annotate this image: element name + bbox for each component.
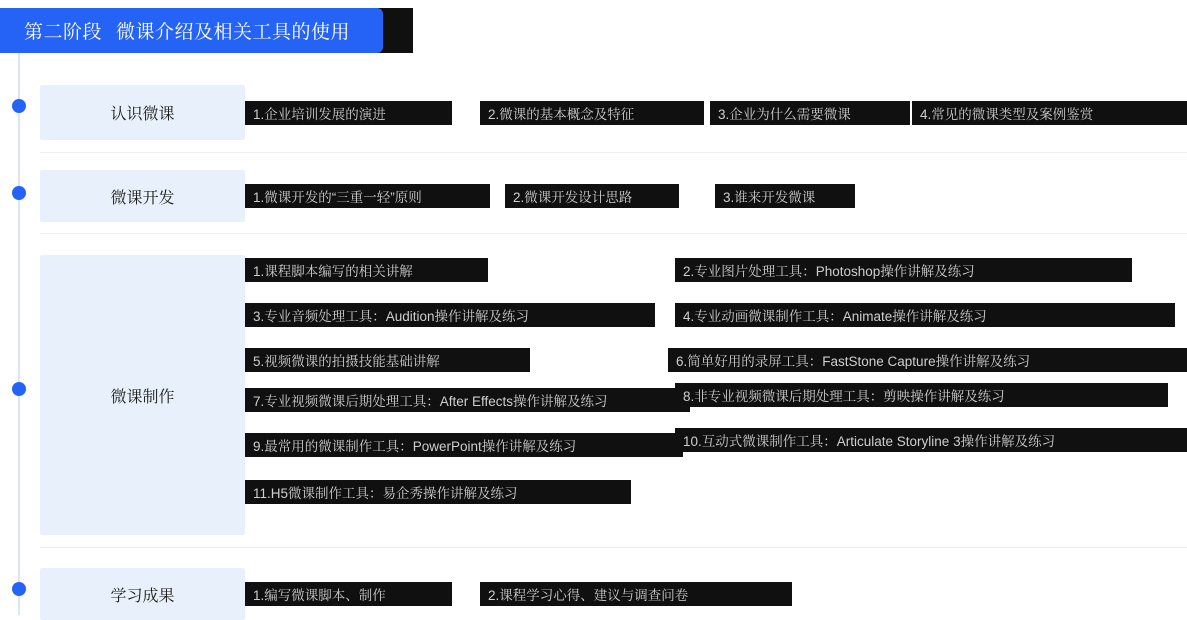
page-title: 微课介绍及相关工具的使用 <box>116 22 351 43</box>
timeline-dot-3 <box>12 382 26 396</box>
topic-chip[interactable]: 1.编写微课脚本、制作 <box>245 582 452 606</box>
row-divider-1 <box>40 152 1187 153</box>
topic-chip[interactable]: 1.课程脚本编写的相关讲解 <box>245 258 488 282</box>
group-label-3: 微课制作 <box>40 255 245 535</box>
group-label-4: 学习成果 <box>40 568 245 620</box>
topic-chip[interactable]: 1.微课开发的“三重一轻”原则 <box>245 184 490 208</box>
timeline-dot-2 <box>12 186 26 200</box>
timeline-dot-4 <box>12 582 26 596</box>
group-row-4 <box>40 568 1187 620</box>
topic-chip[interactable]: 2.课程学习心得、建议与调查问卷 <box>480 582 792 606</box>
topic-chip[interactable]: 1.企业培训发展的演进 <box>245 101 452 125</box>
topic-chip[interactable]: 7.专业视频微课后期处理工具：After Effects操作讲解及练习 <box>245 388 690 412</box>
topic-chip[interactable]: 2.专业图片处理工具：Photoshop操作讲解及练习 <box>675 258 1132 282</box>
topic-chip[interactable]: 8.非专业视频微课后期处理工具：剪映操作讲解及练习 <box>675 383 1168 407</box>
topic-chip[interactable]: 4.常见的微课类型及案例鉴赏 <box>912 101 1187 125</box>
topic-chip[interactable]: 2.微课开发设计思路 <box>505 184 679 208</box>
row-divider-3 <box>40 547 1187 548</box>
group-label-2: 微课开发 <box>40 170 245 222</box>
topic-chip[interactable]: 11.H5微课制作工具：易企秀操作讲解及练习 <box>245 480 631 504</box>
group-label-1: 认识微课 <box>40 85 245 140</box>
group-row-1 <box>40 85 1187 140</box>
topic-chip[interactable]: 3.专业音频处理工具：Audition操作讲解及练习 <box>245 303 655 327</box>
topic-chip[interactable]: 5.视频微课的拍摄技能基础讲解 <box>245 348 530 372</box>
row-divider-2 <box>40 233 1187 234</box>
topic-chip[interactable]: 4.专业动画微课制作工具：Animate操作讲解及练习 <box>675 303 1175 327</box>
topic-chip[interactable]: 3.谁来开发微课 <box>715 184 855 208</box>
topic-chip[interactable]: 3.企业为什么需要微课 <box>710 101 910 125</box>
topic-chip[interactable]: 10.互动式微课制作工具：Articulate Storyline 3操作讲解及练习 <box>675 428 1187 452</box>
group-row-2 <box>40 170 1187 222</box>
stage-number: 第二阶段 <box>24 22 103 43</box>
group-row-3 <box>40 255 1187 535</box>
timeline-spine <box>18 53 20 615</box>
topic-chip[interactable]: 9.最常用的微课制作工具：PowerPoint操作讲解及练习 <box>245 433 683 457</box>
timeline-dot-1 <box>12 99 26 113</box>
stage-header <box>0 8 383 53</box>
topic-chip[interactable]: 6.简单好用的录屏工具：FastStone Capture操作讲解及练习 <box>668 348 1187 372</box>
topic-chip[interactable]: 2.微课的基本概念及特征 <box>480 101 704 125</box>
